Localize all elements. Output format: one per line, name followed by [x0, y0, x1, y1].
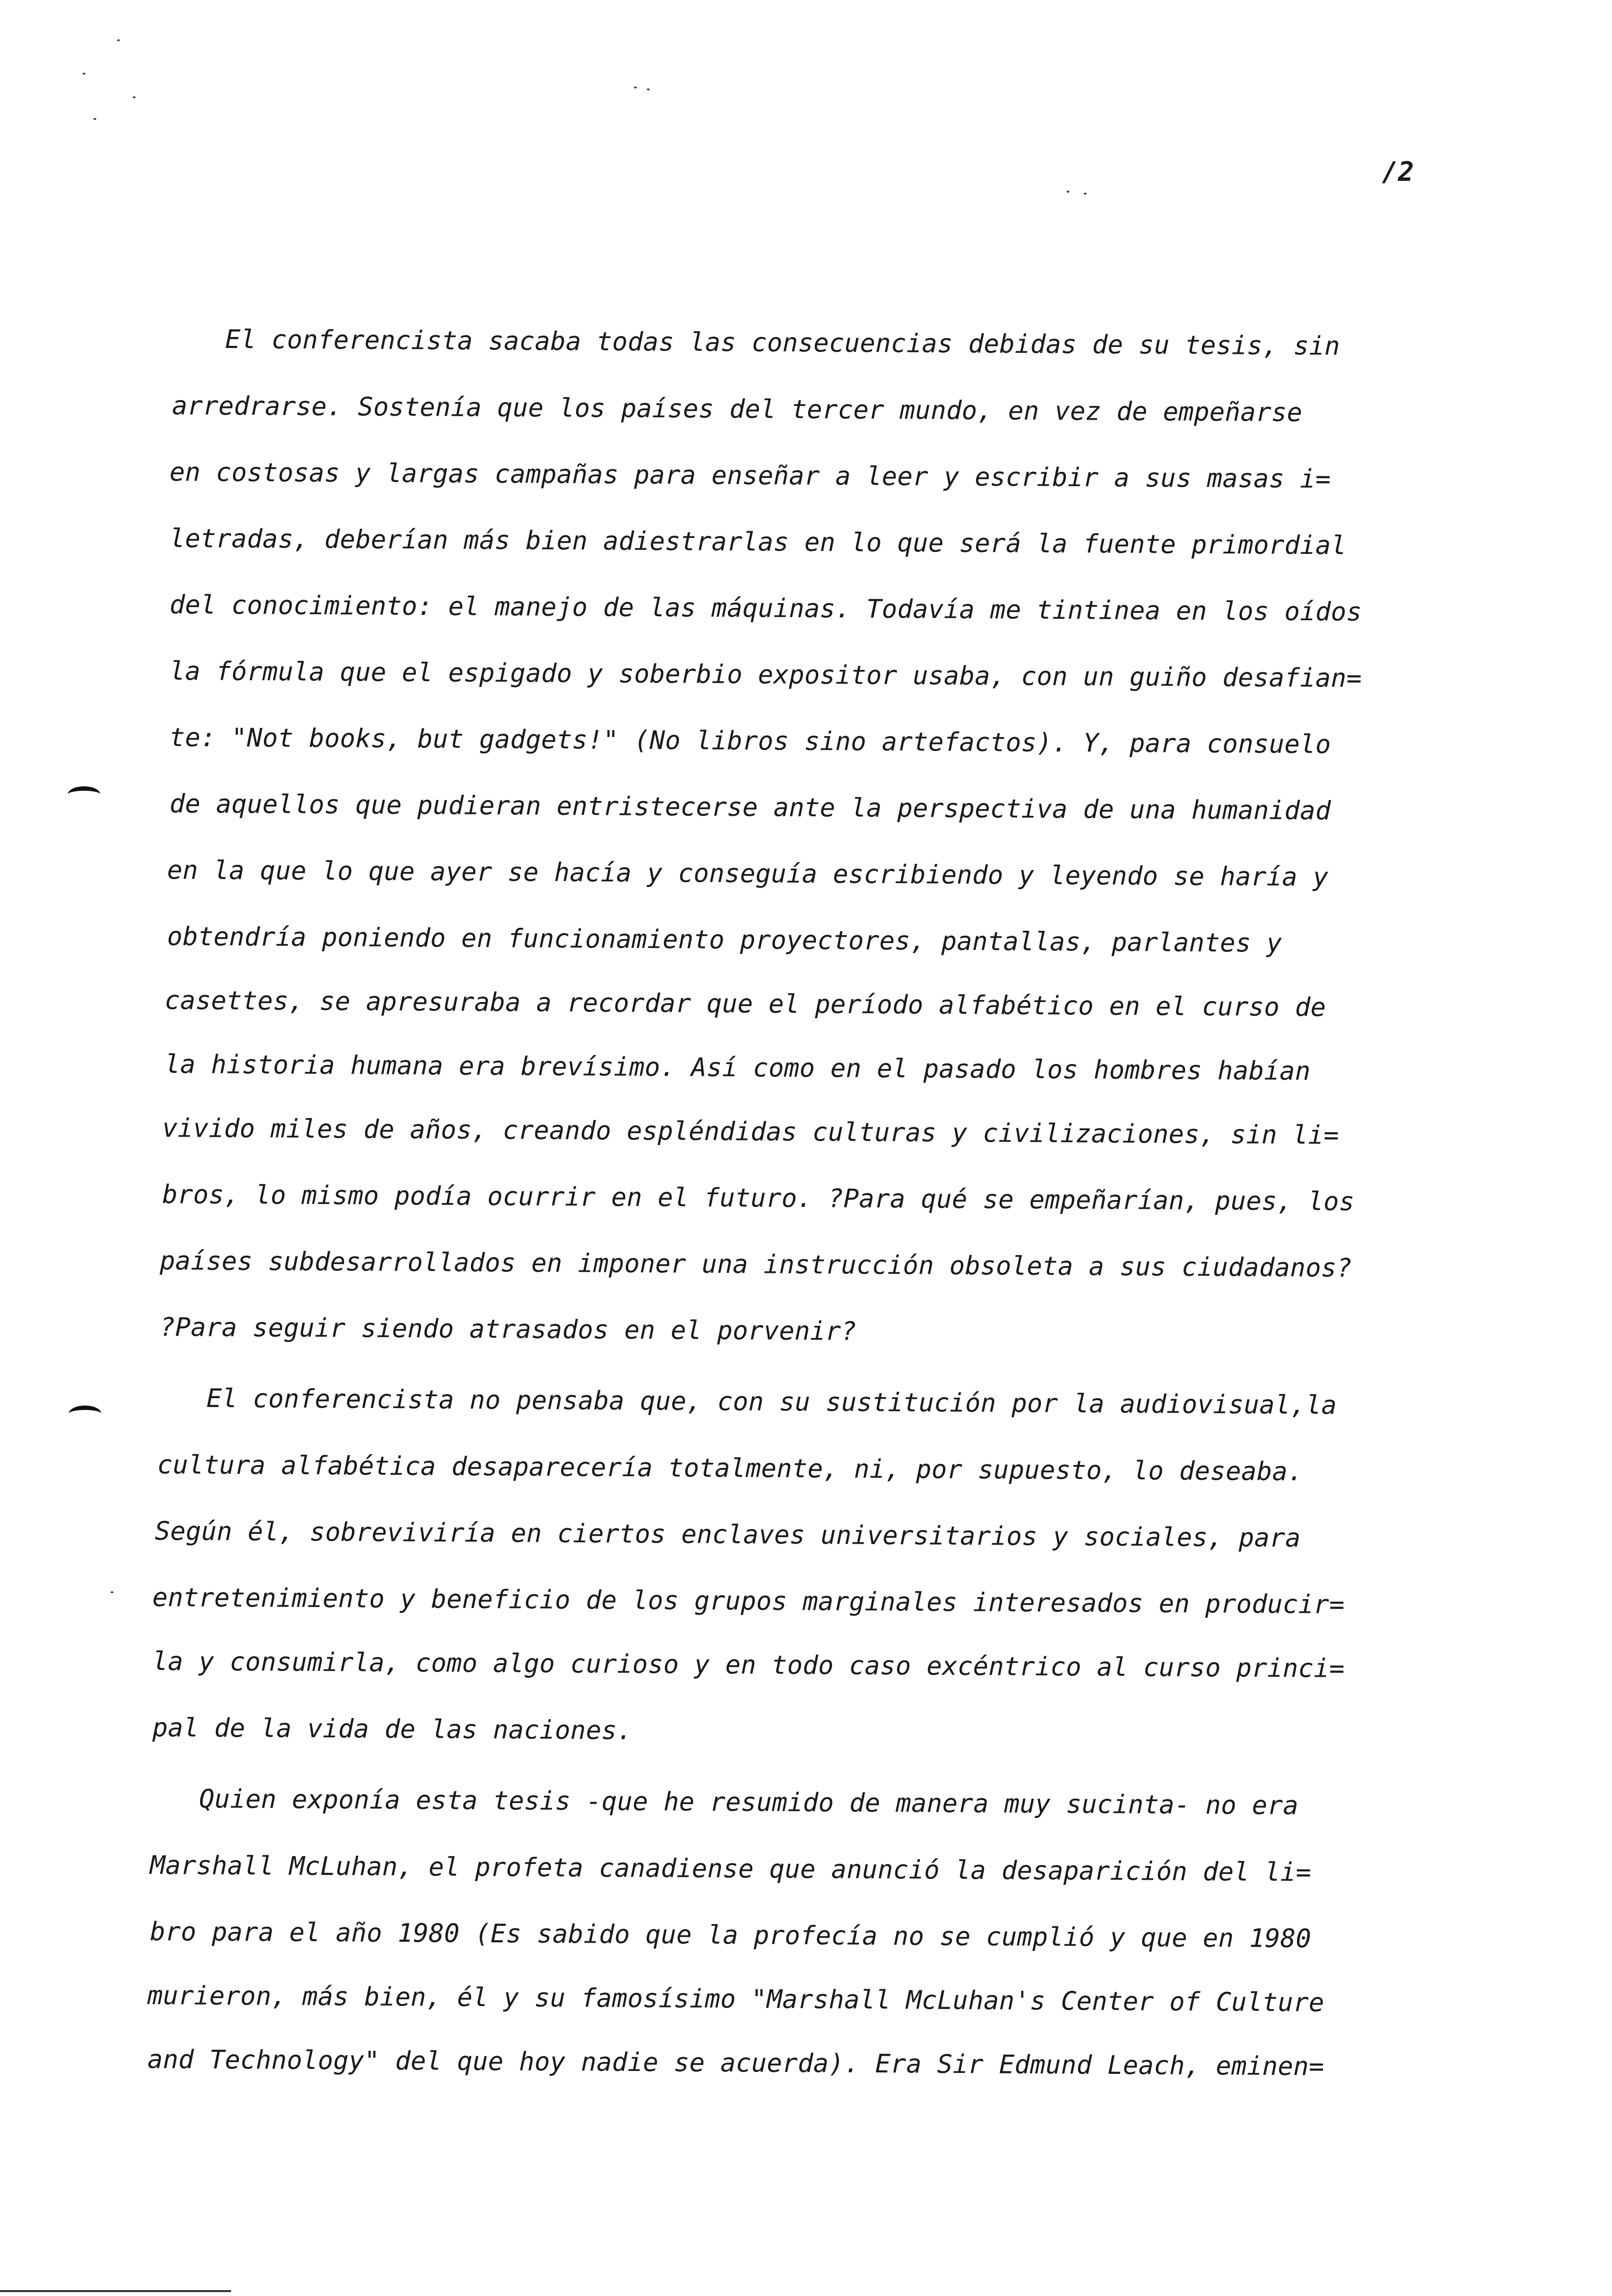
text-line: and Technology" del que hoy nadie se acuerda). Era Sir Edmund Leach, eminen= [147, 2045, 1324, 2082]
text-line: bros, lo mismo podía ocurrir en el futuro. ?Para qué se empeñarían, pues, los [162, 1180, 1355, 1217]
scan-speck [133, 96, 136, 98]
text-line: en la que lo que ayer se hacía y conseguía escribiendo y leyendo se haría y [167, 856, 1329, 892]
text-line: en costosas y largas campañas para enseñar a leer y escribir a sus masas i= [169, 458, 1331, 494]
text-line: El conferencista no pensaba que, con su sustitución por la audiovisual,la [206, 1384, 1337, 1421]
bottom-scan-edge [0, 2290, 231, 2292]
text-line: Marshall McLuhan, el profeta canadiense que anunció la desaparición del li= [149, 1851, 1312, 1888]
text-line: de aquellos que pudieran entristecerse ante la perspectiva de una humanidad [169, 789, 1331, 826]
scan-speck [111, 1591, 114, 1593]
text-line: vivido miles de años, creando espléndidas culturas y civilizaciones, sin li= [162, 1114, 1339, 1150]
scan-speck [647, 88, 650, 90]
text-line: la fórmula que el espigado y soberbio expositor usaba, con un guiño desafian= [169, 657, 1362, 693]
text-line: te: "Not books, but gadgets!" (No libros sino artefactos). Y, para consuelo [169, 723, 1331, 760]
text-line: Según él, sobreviviría en ciertos enclaves universitarios y sociales, para [154, 1517, 1301, 1553]
text-line: países subdesarrollados en imponer una instrucción obsoleta a sus ciudadanos? [159, 1246, 1353, 1283]
margin-pen-mark [68, 786, 100, 803]
scan-speck [117, 39, 120, 41]
text-line: bro para el año 1980 (Es sabido que la profecía no se cumplió y que en 1980 [149, 1917, 1312, 1954]
text-line: casettes, se apresuraba a recordar que el período alfabético en el curso de [164, 986, 1326, 1023]
text-line: letradas, deberían más bien adiestrarlas en lo que será la fuente primordial [169, 524, 1347, 561]
text-line: Quien exponía esta tesis -que he resumido de manera muy sucinta- no era [199, 1784, 1299, 1821]
text-line: murieron, más bien, él y su famosísimo "Marshall McLuhan's Center of Culture [147, 1981, 1324, 2018]
scan-speck [634, 86, 637, 88]
text-line: arredrarse. Sostenía que los países del tercer mundo, en vez de empeñarse [172, 391, 1303, 428]
scan-speck [1084, 193, 1087, 195]
scan-speck [1066, 191, 1069, 193]
text-line: pal de la vida de las naciones. [152, 1713, 633, 1746]
margin-pen-mark [69, 1406, 101, 1422]
text-line: entretenimiento y beneficio de los grupos marginales interesados en producir= [152, 1583, 1345, 1620]
text-line: El conferencista sacaba todas las consecuencias debidas de su tesis, sin [225, 325, 1340, 361]
text-line: cultura alfabética desaparecería totalmente, ni, por supuesto, lo deseaba. [157, 1450, 1303, 1487]
scan-speck [93, 118, 96, 120]
text-line: la y consumirla, como algo curioso y en todo caso excéntrico al curso princi= [152, 1647, 1345, 1684]
text-line: obtendría poniendo en funcionamiento proyectores, pantallas, parlantes y [167, 922, 1282, 958]
text-line: ?Para seguir siendo atrasados en el porvenir? [159, 1313, 857, 1347]
text-line: del conocimiento: el manejo de las máquinas. Todavía me tintinea en los oídos [169, 590, 1362, 627]
text-line: la historia humana era brevísimo. Así como en el pasado los hombres habían [164, 1050, 1311, 1087]
scan-speck [83, 73, 86, 75]
page-number: /2 [1382, 156, 1414, 187]
